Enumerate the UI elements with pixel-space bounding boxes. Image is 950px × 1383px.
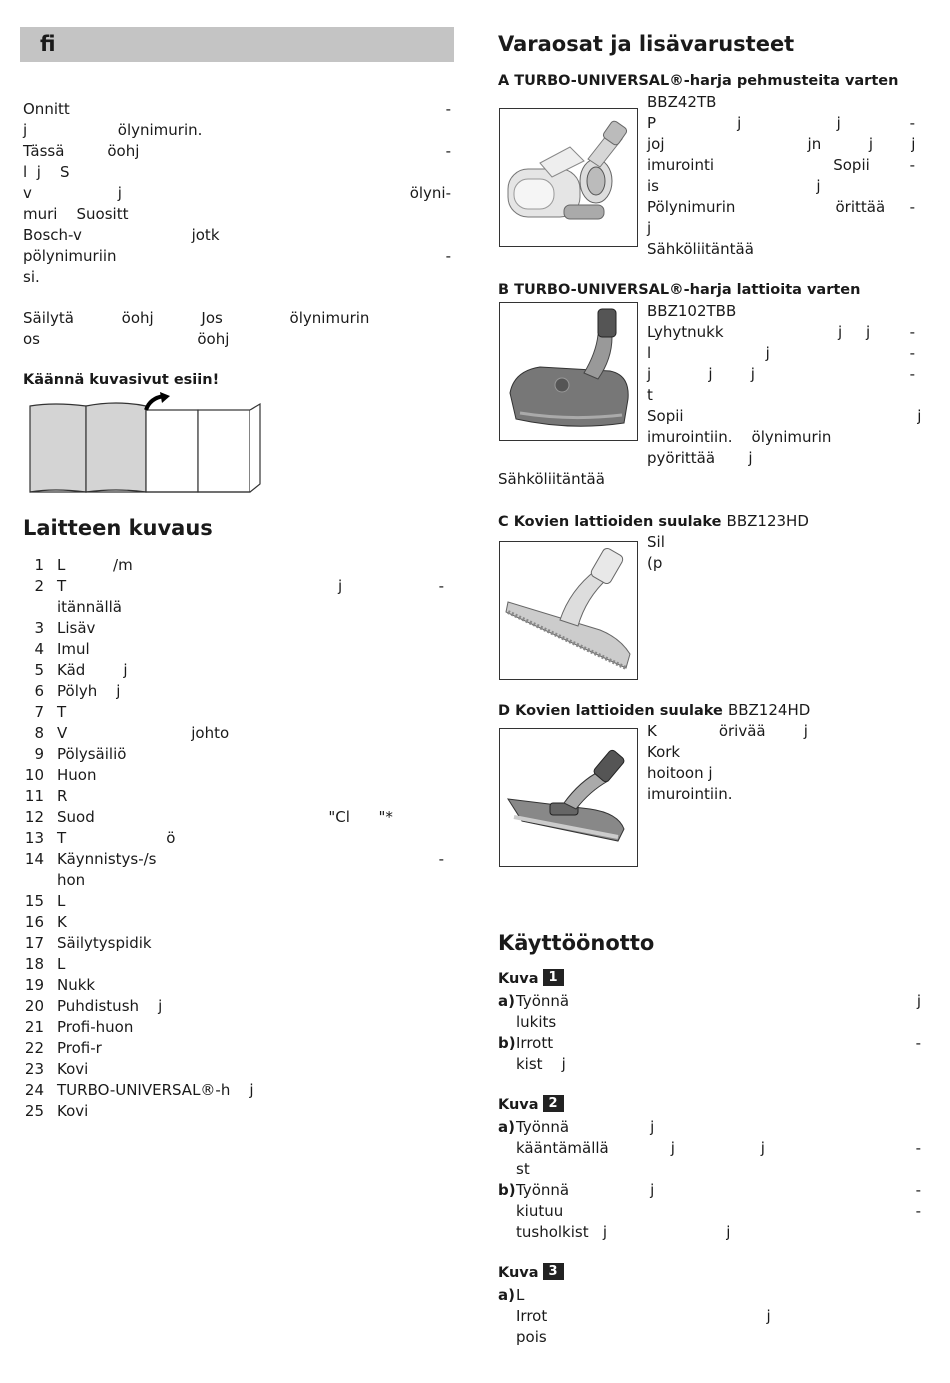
step-text: kist j: [516, 1055, 566, 1073]
part-number: 17: [24, 934, 44, 952]
intro-line: muri Suositt: [23, 205, 129, 223]
part-label: Pölyh j: [57, 682, 121, 700]
step-text: st: [516, 1160, 530, 1178]
part-label: Profi-huon: [57, 1018, 134, 1036]
part-label: K: [57, 913, 67, 931]
part-number: 18: [24, 955, 44, 973]
accessory-d-line: Kork: [647, 743, 681, 761]
accessory-a-line: Pölynimurin örittää: [647, 198, 886, 216]
parts-list-item: [22, 1059, 444, 1080]
language-code: fi: [40, 32, 56, 56]
part-label: hon: [57, 871, 86, 889]
figure-2-label: [498, 1095, 564, 1116]
part-label: L /m: [57, 556, 133, 574]
part-number: 6: [34, 682, 44, 700]
part-label-end: -: [438, 577, 444, 595]
figure-number-badge: 2: [543, 1095, 564, 1112]
intro-line: j ölynimurin.: [23, 121, 203, 139]
step-marker: a): [498, 1286, 515, 1304]
accessory-d-line: imurointiin.: [647, 785, 733, 803]
parts-list-item: [22, 1080, 444, 1101]
accessory-b-line: pyörittää j: [647, 449, 753, 467]
intro-line: Onnitt: [23, 100, 70, 118]
part-label: TURBO-UNIVERSAL®-h j: [57, 1081, 254, 1099]
step-text: Irrott: [516, 1034, 554, 1052]
accessory-a-line: Sähköliitäntää: [647, 240, 754, 258]
part-number: 11: [24, 787, 44, 805]
accessory-c-line: (p: [647, 554, 663, 572]
part-number: 21: [24, 1018, 44, 1036]
figure-label-text: Kuva: [498, 971, 539, 987]
part-label-end: -: [438, 850, 444, 868]
accessory-d-image: [499, 728, 638, 867]
part-number: 20: [24, 997, 44, 1015]
step-text-end: j: [916, 992, 921, 1010]
part-number: 10: [24, 766, 44, 784]
step-text: tusholkist j j: [516, 1223, 731, 1241]
accessory-d-line: K örivää j: [647, 722, 808, 740]
accessory-b-line: Sopii j: [647, 407, 922, 425]
accessory-a-line: P j j: [647, 114, 841, 132]
accessory-d-heading: [498, 700, 810, 722]
intro-line: l j S: [23, 163, 70, 181]
accessory-a-line: joj jn j j: [647, 135, 916, 153]
part-number: 23: [24, 1060, 44, 1078]
step-text: Työnnä j: [516, 1118, 655, 1136]
parts-list-item: [22, 1101, 444, 1122]
parts-list-item: [22, 744, 444, 765]
part-label: L: [57, 955, 66, 973]
parts-list-item: [22, 870, 444, 891]
language-bar: [20, 27, 454, 62]
accessory-b-line: t: [647, 386, 653, 404]
part-number: 13: [24, 829, 44, 847]
part-label: Lisäv: [57, 619, 96, 637]
parts-list-item: [22, 765, 444, 786]
step-marker: b): [498, 1181, 516, 1199]
part-number: 7: [34, 703, 44, 721]
accessory-b-line-end: -: [909, 365, 915, 383]
storage-line: os öohj: [23, 330, 230, 348]
accessory-b-line: Lyhytnukk j j: [647, 323, 871, 341]
accessory-c-heading: [498, 511, 809, 533]
intro-line: Bosch-v jotk: [23, 226, 220, 244]
accessory-d-code: BBZ124HD: [727, 701, 811, 719]
accessory-c-code: BBZ123HD: [726, 512, 809, 530]
part-number: 22: [24, 1039, 44, 1057]
part-label: Käd j: [57, 661, 128, 679]
parts-list-item: [22, 723, 444, 744]
part-label: R: [57, 787, 68, 805]
accessory-b-heading: B TURBO-UNIVERSAL®-harja lattioita varten: [498, 282, 861, 298]
parts-list-item: [22, 1017, 444, 1038]
step-text-end: -: [915, 1202, 921, 1220]
part-number: 9: [34, 745, 44, 763]
part-label: T j: [57, 577, 343, 595]
accessory-c-line: Sil: [647, 533, 665, 551]
parts-list-item: [22, 639, 444, 660]
step-text-end: -: [915, 1139, 921, 1157]
part-number: 12: [24, 808, 44, 826]
intro-line: v j: [23, 184, 122, 202]
part-label: Nukk: [57, 976, 96, 994]
accessory-b-line: imurointiin. ölynimurin: [647, 428, 832, 446]
parts-list-item: [22, 849, 444, 870]
part-number: 15: [24, 892, 44, 910]
parts-list-item: [22, 576, 444, 597]
parts-list-item: [22, 555, 444, 576]
accessory-b-line-end: -: [909, 323, 915, 341]
part-label: Käynnistys-/s: [57, 850, 157, 868]
part-number: 16: [24, 913, 44, 931]
part-label: Pölysäiliö: [57, 745, 127, 763]
parts-list-item: [22, 702, 444, 723]
accessory-a-line: BBZ42TB: [647, 93, 717, 111]
part-number: 1: [34, 556, 44, 574]
accessory-a-image: [499, 108, 638, 247]
step-text: kääntämällä j j: [516, 1139, 765, 1157]
part-label: Imul: [57, 640, 90, 658]
accessory-a-line: is j: [647, 177, 821, 195]
part-number: 19: [24, 976, 44, 994]
parts-list-item: [22, 660, 444, 681]
step-text: kiutuu: [516, 1202, 564, 1220]
intro-line: Tässä öohj: [23, 142, 140, 160]
part-number: 14: [24, 850, 44, 868]
accessory-c-heading-text: C Kovien lattioiden suulake: [498, 514, 722, 530]
part-number: 8: [34, 724, 44, 742]
parts-list-item: [22, 597, 444, 618]
part-label: Kovi: [57, 1060, 89, 1078]
accessory-d-line: hoitoon j: [647, 764, 713, 782]
part-number: 4: [34, 640, 44, 658]
step-text-end: -: [915, 1034, 921, 1052]
accessory-a-line: j: [647, 219, 652, 237]
accessory-c-image: [499, 541, 638, 680]
parts-list-item: [22, 912, 444, 933]
step-marker: a): [498, 992, 515, 1010]
figure-number-badge: 1: [543, 969, 564, 986]
part-number: 5: [34, 661, 44, 679]
parts-list-item: [22, 891, 444, 912]
description-title: Laitteen kuvaus: [23, 516, 213, 540]
step-text: Työnnä j: [516, 1181, 655, 1199]
step-marker: b): [498, 1034, 516, 1052]
parts-list-item: [22, 681, 444, 702]
step-text-end: -: [915, 1181, 921, 1199]
accessory-b-line-end: -: [909, 344, 915, 362]
part-label: V johto: [57, 724, 230, 742]
accessory-a-line-end: -: [909, 156, 915, 174]
step-text: pois: [516, 1328, 547, 1346]
figure-1-label: [498, 969, 564, 990]
step-text: Työnnä: [516, 992, 570, 1010]
step-marker: a): [498, 1118, 515, 1136]
part-label: itännällä: [57, 598, 122, 616]
part-number: 25: [24, 1102, 44, 1120]
part-label: Puhdistush j: [57, 997, 163, 1015]
part-label: Profi-r: [57, 1039, 102, 1057]
parts-list-item: [22, 933, 444, 954]
intro-line-end: -: [445, 247, 451, 265]
fold-out-pages-illustration: [24, 392, 266, 494]
intro-line-end: -: [445, 100, 451, 118]
startup-title: Käyttöönotto: [498, 931, 655, 955]
storage-line: Säilytä öohj Jos ölynimurin: [23, 309, 370, 327]
figure-3-label: [498, 1263, 564, 1284]
parts-list-item: [22, 975, 444, 996]
part-number: 3: [34, 619, 44, 637]
spares-title: Varaosat ja lisävarusteet: [498, 32, 795, 56]
part-label: Säilytyspidik: [57, 934, 152, 952]
accessory-b-tail: Sähköliitäntää: [498, 470, 605, 488]
parts-list-item: [22, 618, 444, 639]
step-text: Irrot j: [516, 1307, 771, 1325]
accessory-a-line-end: -: [909, 114, 915, 132]
part-label: Suod "Cl "*: [57, 808, 393, 826]
parts-list-item: [22, 807, 444, 828]
step-text: lukits: [516, 1013, 557, 1031]
parts-list-item: [22, 954, 444, 975]
part-label: T: [57, 703, 67, 721]
accessory-a-line: imurointi Sopii: [647, 156, 870, 174]
parts-list-item: [22, 828, 444, 849]
intro-line-end: ölyni-: [409, 184, 451, 202]
part-label: Huon: [57, 766, 97, 784]
part-number: 24: [24, 1081, 44, 1099]
accessory-b-line: BBZ102TBB: [647, 302, 737, 320]
parts-list-item: [22, 786, 444, 807]
part-label: L: [57, 892, 66, 910]
accessory-a-line-end: -: [909, 198, 915, 216]
accessory-d-heading-text: D Kovien lattioiden suulake: [498, 703, 723, 719]
part-number: 2: [34, 577, 44, 595]
accessory-b-line: l j: [647, 344, 770, 362]
figure-label-text: Kuva: [498, 1265, 539, 1281]
figure-label-text: Kuva: [498, 1097, 539, 1113]
accessory-a-heading: A TURBO-UNIVERSAL®-harja pehmusteita varten: [498, 73, 899, 89]
part-label: T ö: [57, 829, 176, 847]
parts-list-item: [22, 1038, 444, 1059]
step-text: L: [516, 1286, 525, 1304]
intro-line: pölynimuriin: [23, 247, 117, 265]
part-label: Kovi: [57, 1102, 89, 1120]
turn-pages-note: Käännä kuvasivut esiin!: [23, 372, 220, 388]
parts-list-item: [22, 996, 444, 1017]
accessory-b-image: [499, 302, 638, 441]
intro-line-end: -: [445, 142, 451, 160]
accessory-b-line: j j j: [647, 365, 755, 383]
figure-number-badge: 3: [543, 1263, 564, 1280]
intro-line: si.: [23, 268, 40, 286]
